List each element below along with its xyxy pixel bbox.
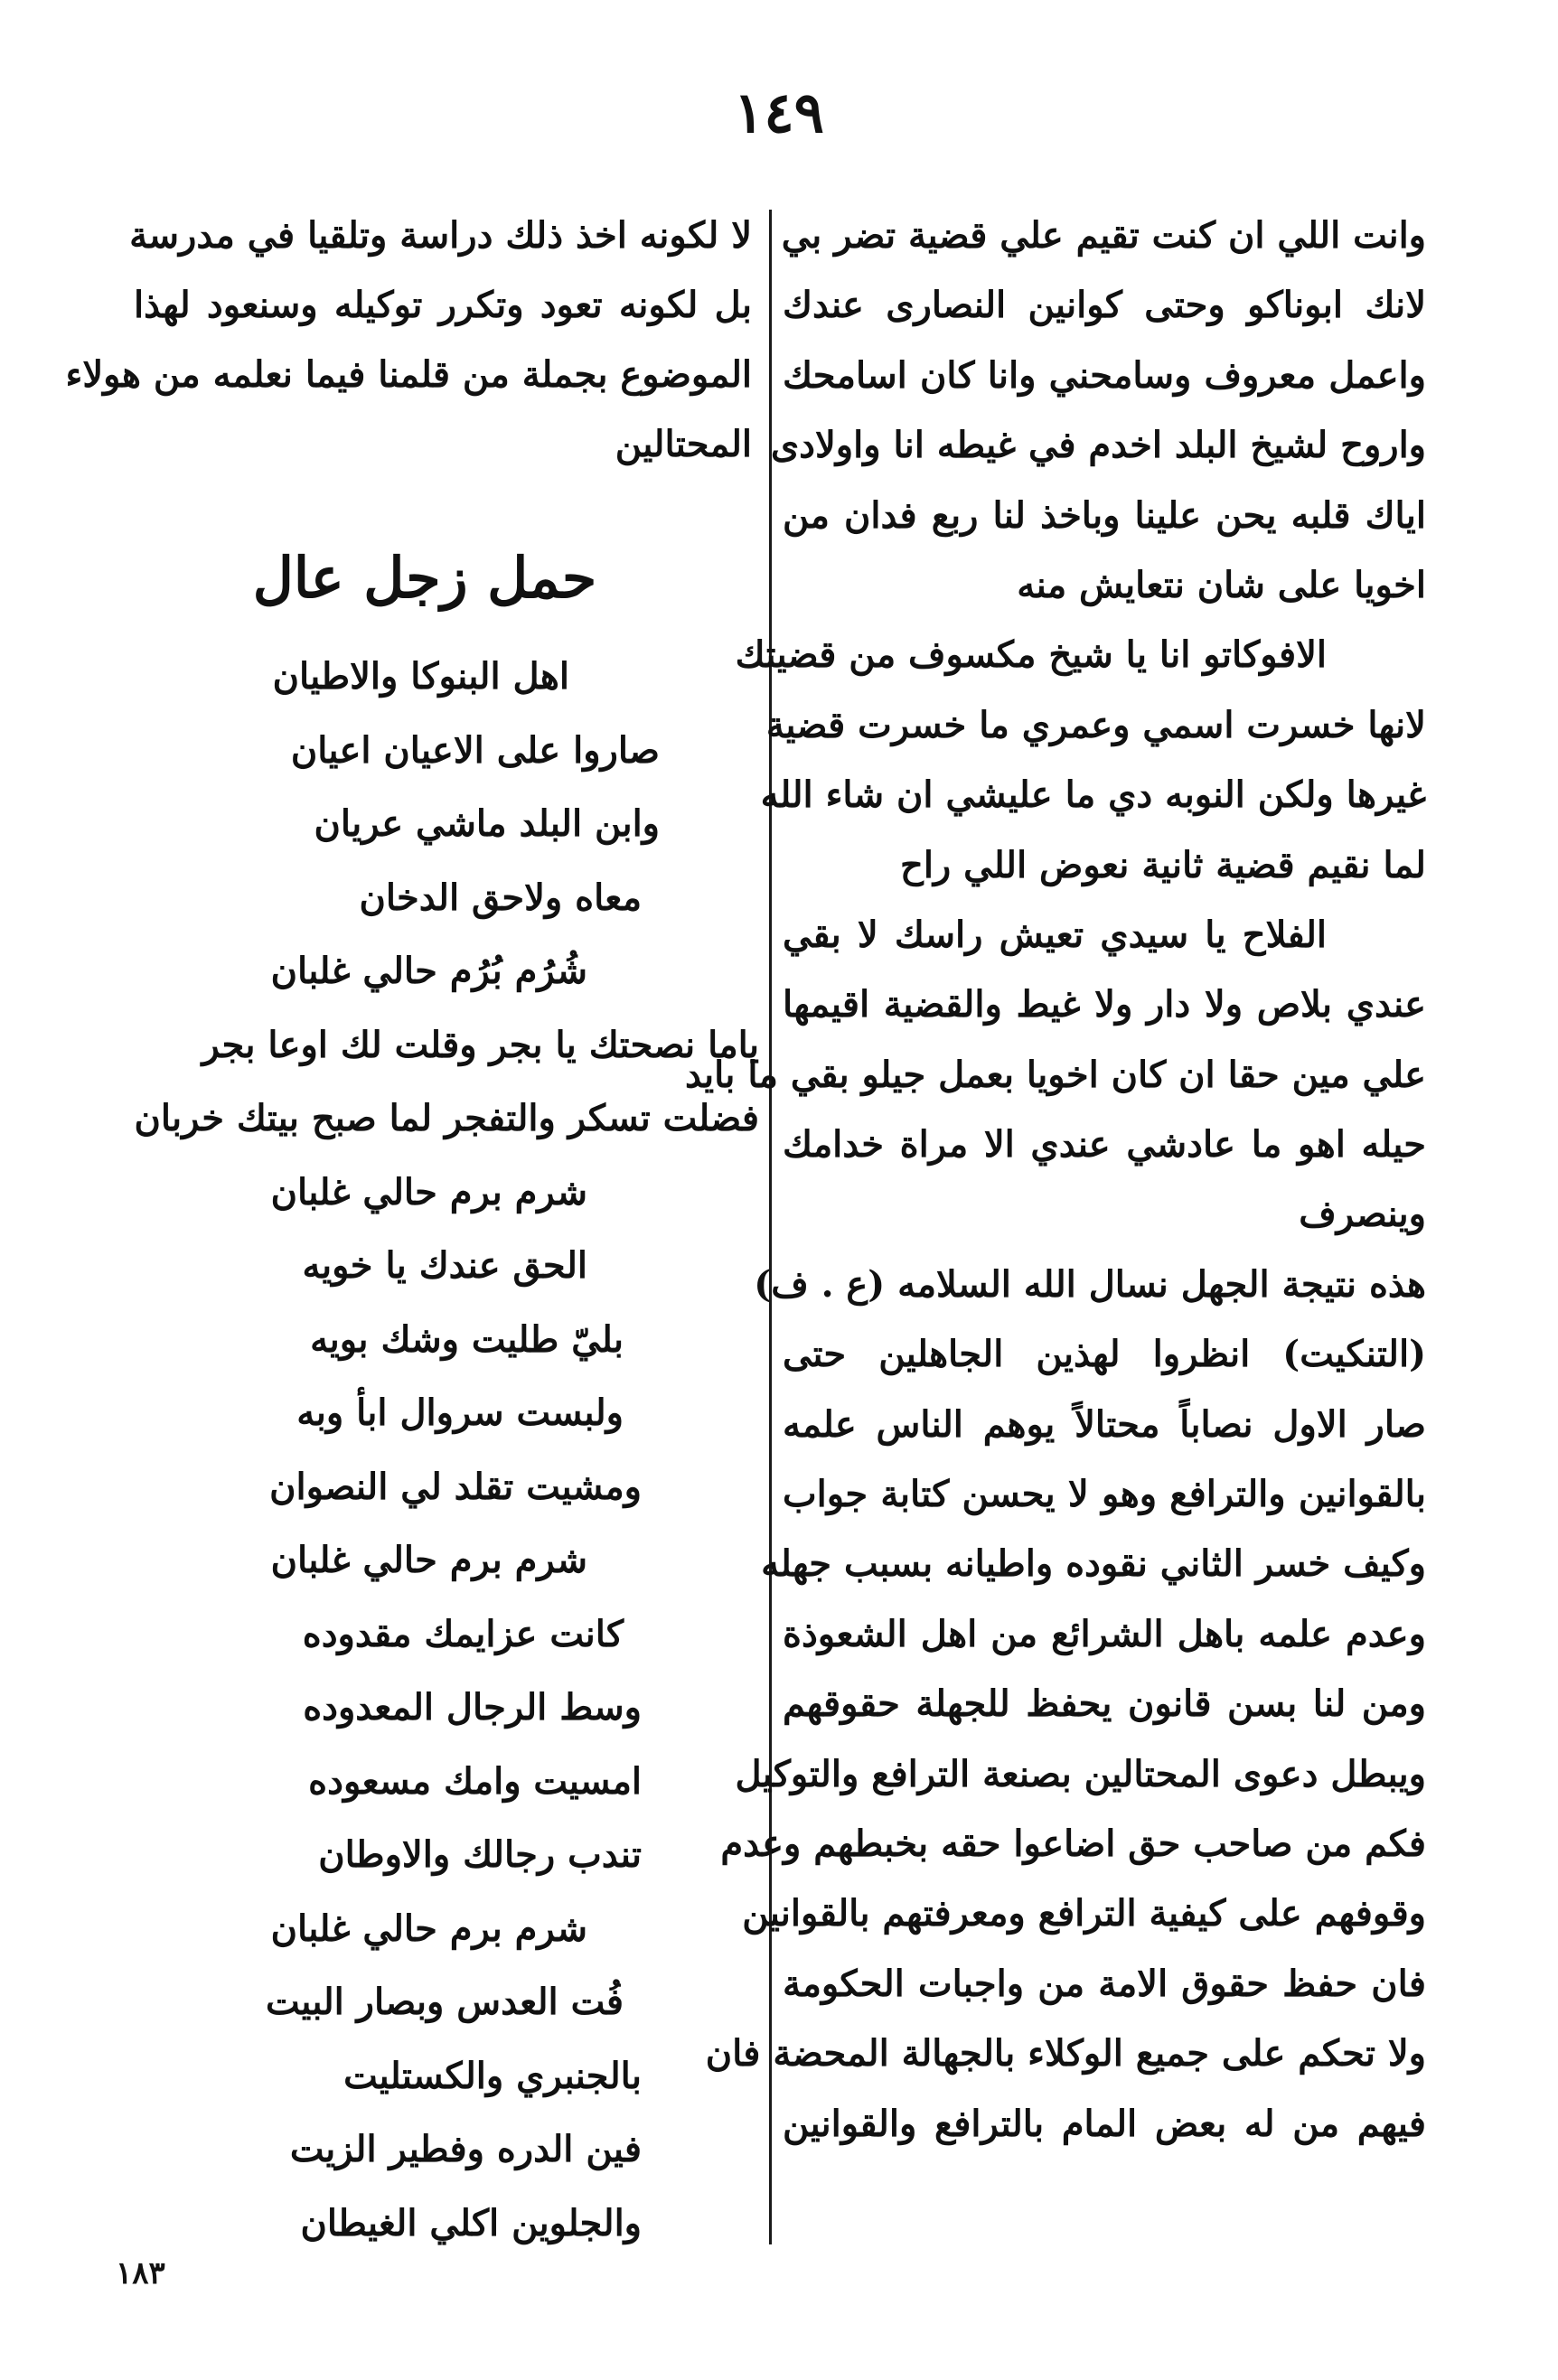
poem-verse: امسيت وامك مسعوده [308,1759,642,1803]
text-line: عندي بلاص ولا دار ولا غيط والقضية اقيمها [783,983,1426,1026]
text-line: غيرها ولكن النوبه دي ما عليشي ان شاء الله [760,773,1426,817]
left-column-prose [65,201,752,479]
poem-verse: ولبست سروال ابأ وبه [296,1391,624,1434]
poem-verse: اهل البنوكا والاطيان [272,655,569,698]
poem-verse: شرم برم حالي غلبان [270,1170,587,1213]
text-line: ويبطل دعوى المحتالين بصنعة الترافع والتوكيل [735,1752,1426,1795]
page-number: ١٤٩ [734,80,824,145]
text-line: بل لكونه تعود وتكرر توكيله وسنعود لهذا [134,284,752,326]
text-line: وانت اللي ان كنت تقيم علي قضية تضر بي [781,214,1426,257]
poem-verse: وابن البلد ماشي عريان [314,802,660,845]
poem-verse: الحق عندك يا خويه [302,1244,587,1287]
poem [127,640,759,2260]
text-line: هذه نتيجة الجهل نسال الله السلامه (ع . ف) [754,1262,1426,1306]
poem-verse: بالجنبري والكستليت [343,2054,642,2097]
poem-verse: شُرُم بُرُم حالي غلبان [270,950,587,992]
text-line: اياك قلبه يحن علينا وباخذ لنا ربع فدان من [783,493,1426,537]
text-line: فان حفظ حقوق الامة من واجبات الحكومة [783,1962,1426,2005]
speaker-line: الافوكاتو انا يا شيخ مكسوف من قضيتك [735,633,1327,677]
speaker-line: الفلاح يا سيدي تعيش راسك لا بقي [783,913,1327,956]
right-column [684,201,1426,2159]
text-line: لانها خسرت اسمي وعمري ما خسرت قضية [765,703,1426,746]
text-line: الموضوع بجملة من قلمنا فيما نعلمه من هولاء [65,353,752,396]
text-line: واروح لشيخ البلد اخدم في غيطه انا واولادى [770,424,1426,467]
poem-title: حمل زجل عال [252,545,597,611]
poem-verse: ياما نصحتك يا بجر وقلت لك اوعا بجر [202,1023,759,1066]
text-line: المحتالين [615,423,752,465]
text-line: بالقوانين والترافع وهو لا يحسن كتابة جواب [783,1473,1426,1516]
text-line: ومن لنا بسن قانون يحفظ للجهلة حقوقهم [783,1682,1426,1726]
text-line: اخويا على شان نتعايش منه [1017,563,1426,606]
text-line: علي مين حقا ان كان اخويا بعمل جيلو بقي ما بايد [684,1053,1426,1096]
poem-verse: معاه ولاحق الدخان [359,876,642,919]
poem-verse: شرم برم حالي غلبان [270,1539,587,1581]
poem-verse: ومشيت تقلد لي النصوان [269,1465,642,1508]
poem-verse: فين الدره وفطير الزيت [289,2128,642,2170]
poem-verse: كانت عزايمك مقدوده [302,1612,624,1655]
text-line: واعمل معروف وسامحني وانا كان اسامحك [783,353,1426,397]
poem-verse: شرم برم حالي غلبان [270,1907,587,1950]
poem-verse: والجلوين اكلي الغيطان [300,2201,642,2244]
poem-verse: فضلت تسكر والتفجر لما صبح بيتك خربان [134,1097,759,1139]
poem-verse: فُت العدس وبصار البيت [266,1981,624,2023]
poem-verse: وسط الرجال المعدوده [303,1686,642,1729]
text-line: (التنكيت) انظروا لهذين الجاهلين حتى [783,1333,1426,1376]
stage-direction: وينصرف [1299,1193,1426,1236]
text-line: وعدم علمه باهل الشرائع من اهل الشعوذة [783,1612,1426,1655]
poem-verse: بليّ طليت وشك بويه [310,1317,624,1361]
text-line: وكيف خسر الثاني نقوده واطيانه بسبب جهله [761,1542,1426,1586]
text-line: ولا تحكم على جميع الوكلاء بالجهالة المحضة فان [705,2032,1426,2075]
text-line: وقوفهم على كيفية الترافع ومعرفتهم بالقوانين [742,1892,1426,1935]
text-line: صار الاول نصاباً محتالاً يوهم الناس علمه [783,1402,1426,1446]
text-line: لانك ابوناكو وحتى كوانين النصارى عندك [783,284,1426,327]
text-line: فيهم من له بعض المام بالترافع والقوانين [783,2102,1426,2145]
text-line: لما نقيم قضية ثانية نعوض اللي راح [900,843,1426,886]
footer-number: ١٨٣ [116,2255,165,2291]
text-line: فكم من صاحب حق اضاعوا حقه بخبطهم وعدم [720,1822,1426,1865]
poem-verse: صاروا على الاعيان اعيان [290,728,660,772]
text-line: لا لكونه اخذ ذلك دراسة وتلقيا في مدرسة [129,214,752,257]
text-line: حيله اهو ما عادشي عندي الا مراة خدامك [783,1123,1426,1167]
poem-verse: تندب رجالك والاوطان [318,1833,642,1876]
